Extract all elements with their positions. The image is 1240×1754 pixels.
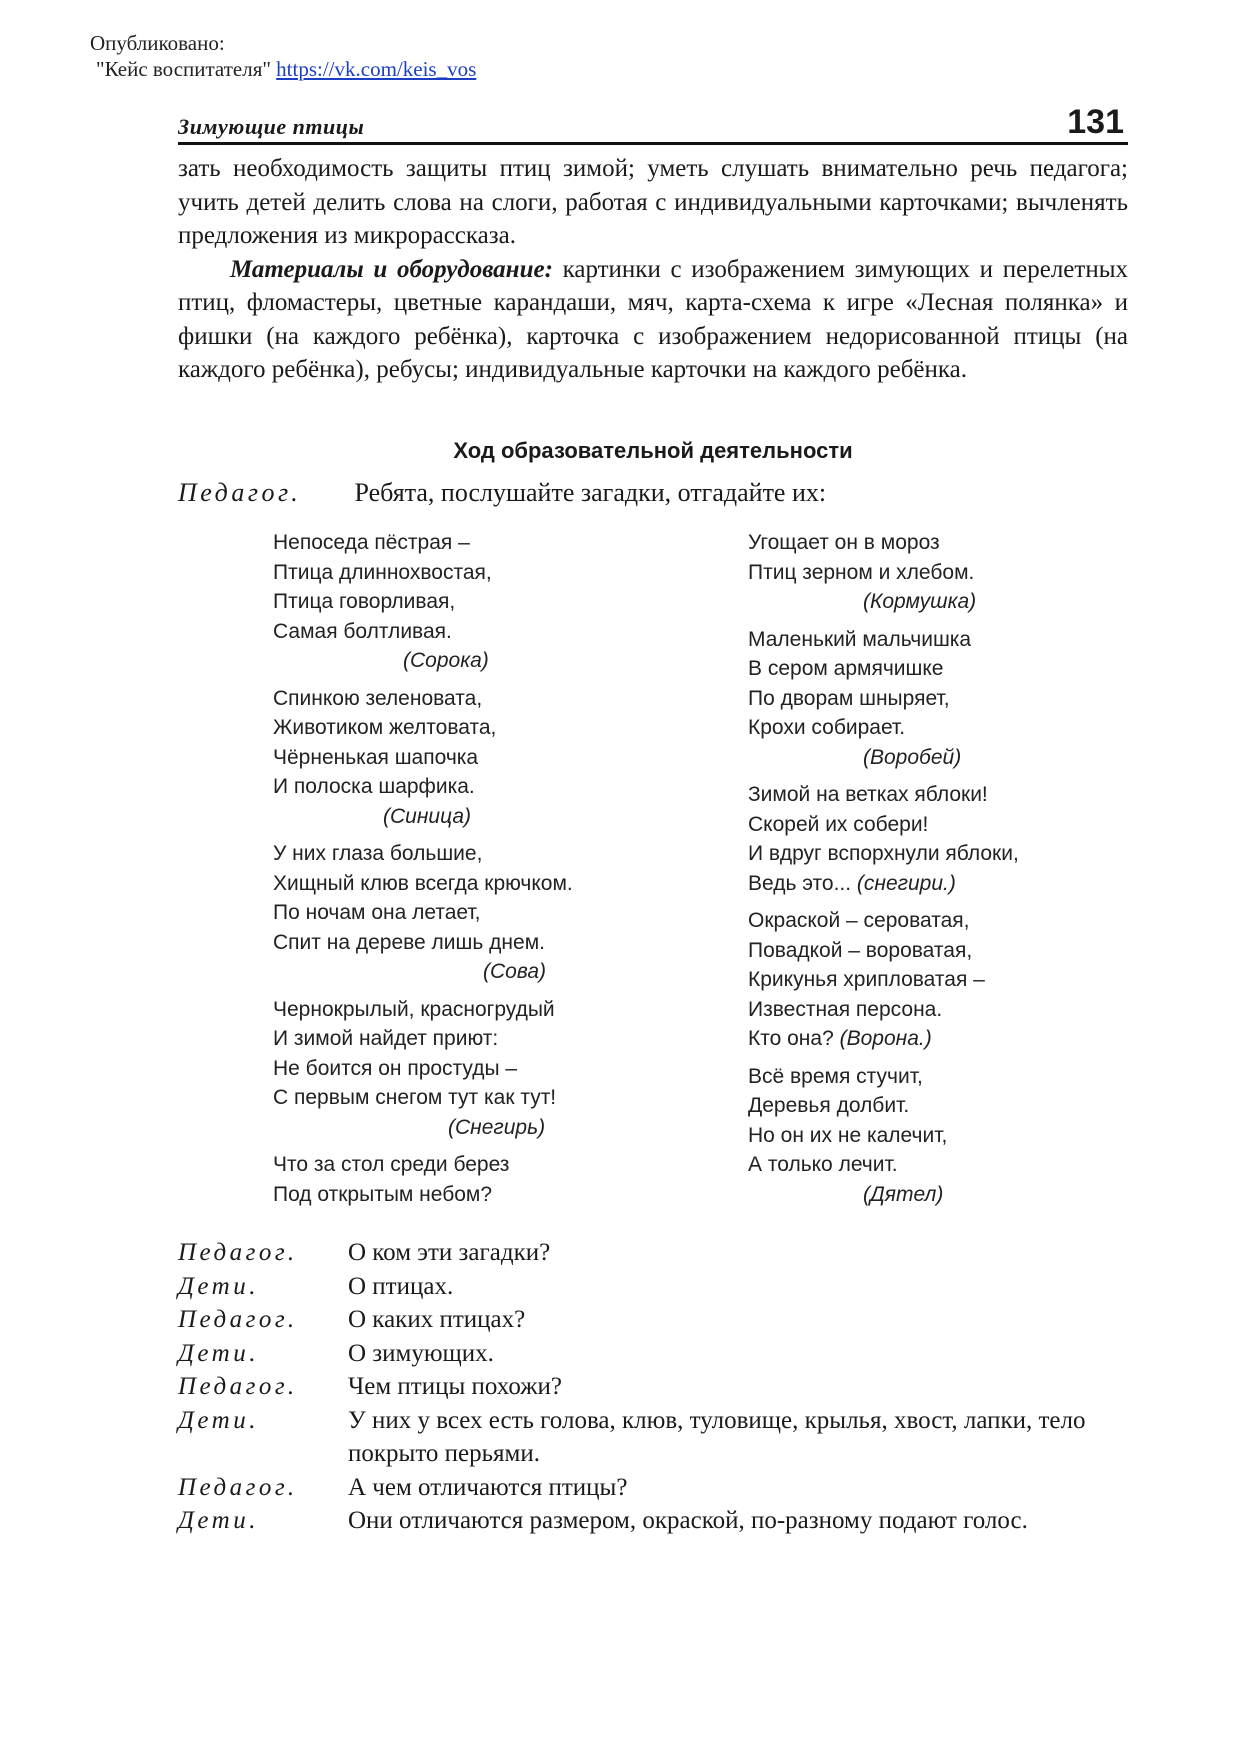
dialog-text: О птицах.: [348, 1272, 454, 1300]
riddle-line: Маленький мальчишка: [748, 627, 972, 651]
published-link[interactable]: https://vk.com/keis_vos: [276, 57, 477, 81]
riddle-answer: (Синица): [383, 804, 471, 828]
publication-note: [90, 30, 476, 82]
page-number: 131: [1067, 103, 1124, 141]
riddle-line-text: Ведь это...: [748, 871, 857, 895]
riddle-line-text: Кто она?: [748, 1027, 840, 1050]
riddle-line: Что за стол среди берез: [273, 1153, 510, 1176]
riddle-line: Птиц зерном и хлебом.: [748, 560, 975, 584]
dialog-text: Они отличаются размером, окраской, по-разному подают голос.: [348, 1507, 1028, 1534]
riddle-line: Животиком желтовата,: [273, 716, 497, 739]
riddle: [273, 839, 593, 987]
speaker-label: Педагог.: [178, 1306, 298, 1333]
riddle-line: Спинкою зеленовата,: [273, 686, 483, 710]
riddle-line: [748, 1024, 1048, 1054]
riddle-line: Повадкой – вороватая,: [748, 938, 973, 962]
materials-paragraph: [178, 253, 1128, 387]
riddle-line: Птица говорливая,: [273, 590, 456, 613]
riddle-answer: (Воробей): [863, 745, 962, 769]
published-source-name: "Кейс воспитателя": [96, 57, 271, 81]
riddle-answer: (Снегирь): [448, 1115, 546, 1139]
materials-label: Материалы и оборудование:: [230, 255, 553, 283]
published-label: Опубликовано:: [90, 31, 225, 55]
riddle-answer: (снегири.): [856, 871, 956, 895]
riddle-line: Деревья долбит.: [748, 1094, 910, 1117]
body-text: [178, 152, 1128, 387]
riddle: [273, 995, 593, 1143]
riddle-line: Всё время стучит,: [748, 1064, 923, 1088]
riddle-line: По дворам шныряет,: [748, 686, 950, 710]
riddles-right-column: [748, 528, 1048, 1217]
riddle: [748, 528, 1048, 617]
riddle-line: Окраской – сероватая,: [748, 909, 970, 932]
running-title: Зимующие птицы: [178, 114, 365, 139]
dialog-text: О ком эти загадки?: [348, 1239, 551, 1266]
riddle-line: Спит на дереве лишь днем.: [273, 930, 545, 954]
dialog-line: [178, 1471, 1130, 1505]
riddle-answer: (Сорока): [403, 649, 489, 672]
riddle-line: Не боится он простуды –: [273, 1056, 518, 1080]
dialog-line: [178, 1270, 1130, 1304]
riddle-line: С первым снегом тут как тут!: [273, 1086, 557, 1109]
dialog-line: [178, 1504, 1130, 1538]
riddle-line: В сером армячишке: [748, 657, 944, 680]
riddle-line: И зимой найдет приют:: [273, 1027, 499, 1050]
riddle-line: Чёрненькая шапочка: [273, 745, 479, 769]
riddle: [748, 1062, 1048, 1210]
riddle-line: И вдруг вспорхнули яблоки,: [748, 842, 1019, 865]
riddle-line: Скорей их собери!: [748, 812, 929, 836]
dialog-text: О каких птицах?: [348, 1306, 526, 1333]
dialog-text: У них у всех есть голова, клюв, туловище, крылья, хвост, лапки, тело покрыто перьями.: [348, 1406, 1086, 1467]
riddle-line: Чернокрылый, красногрудый: [273, 997, 555, 1021]
speaker-label: Дети.: [178, 1272, 259, 1300]
riddle-answer: (Ворона.): [839, 1027, 932, 1050]
riddle-line: Хищный клюв всегда крючком.: [273, 871, 573, 895]
dialog-line: [178, 1337, 1130, 1371]
riddle-line: Зимой на ветках яблоки!: [748, 783, 988, 806]
riddle-line: У них глаза большие,: [273, 842, 483, 865]
riddle-line: А только лечит.: [748, 1153, 898, 1176]
riddle-line: И полоска шарфика.: [273, 775, 475, 798]
dialog: [178, 1236, 1130, 1538]
riddle-line: По ночам она летает,: [273, 901, 481, 924]
intro-line: [178, 478, 826, 508]
dialog-text: Чем птицы похожи?: [348, 1373, 562, 1400]
dialog-line: [178, 1404, 1130, 1471]
speaker-label: Педагог.: [178, 1473, 298, 1501]
riddle-line: Самая болтливая.: [273, 619, 452, 643]
riddle: [273, 528, 593, 676]
intro-line-text: Ребята, послушайте загадки, отгадайте их:: [354, 478, 827, 507]
speaker-label: Дети.: [178, 1339, 259, 1367]
riddle-line: Известная персона.: [748, 997, 943, 1021]
riddle-line: Но он их не калечит,: [748, 1123, 948, 1147]
speaker-label: Педагог.: [178, 1239, 298, 1266]
dialog-line: [178, 1303, 1130, 1337]
riddle-line: [748, 869, 1048, 899]
riddle-line: Угощает он в мороз: [748, 531, 940, 554]
riddle-answer: (Сова): [483, 960, 547, 983]
riddle: [273, 684, 593, 832]
riddle-line: Непоседа пёстрая –: [273, 531, 470, 554]
riddles-left-column: [273, 528, 593, 1217]
dialog-text: А чем отличаются птицы?: [348, 1473, 628, 1501]
riddle: [748, 780, 1048, 898]
riddle: [273, 1150, 593, 1209]
materials-text: картинки с изображением зимующих и перелетных птиц, фломастеры, цветные карандаши, мяч, карта-схема к игре «Лесная полянка» и фишки (на каждого ребёнка), карточка с изображением недорисованной птицы (на каждого ребёнка), ребусы; индивидуальные карточки на каждого ребёнка.: [178, 255, 1128, 383]
section-heading: Ход образовательной деятельности: [453, 438, 853, 463]
running-header: [178, 103, 1128, 145]
riddle-answer: (Кормушка): [863, 590, 977, 613]
riddle-line: Под открытым небом?: [273, 1182, 493, 1206]
dialog-text: О зимующих.: [348, 1339, 494, 1367]
speaker-label: Дети.: [178, 1406, 259, 1434]
riddle-line: Крикунья хрипловатая –: [748, 968, 985, 991]
riddle: [748, 625, 1048, 773]
speaker-label: Педагог.: [178, 1373, 298, 1400]
riddle-answer: (Дятел): [863, 1182, 944, 1206]
dialog-line: [178, 1370, 1130, 1404]
dialog-line: [178, 1236, 1130, 1270]
speaker-label: Дети.: [178, 1507, 259, 1534]
riddle-line: Птица длиннохвостая,: [273, 560, 492, 584]
published-source: [90, 56, 476, 82]
speaker-label: Педагог.: [178, 478, 302, 507]
riddle: [748, 906, 1048, 1054]
intro-paragraph: зать необходимость защиты птиц зимой; уметь слушать внимательно речь педагога; учить детей делить слова на слоги, работая с индивидуальными карточками; вычленять предложения из микрорассказа.: [178, 155, 1128, 249]
riddle-line: Крохи собирает.: [748, 716, 906, 739]
